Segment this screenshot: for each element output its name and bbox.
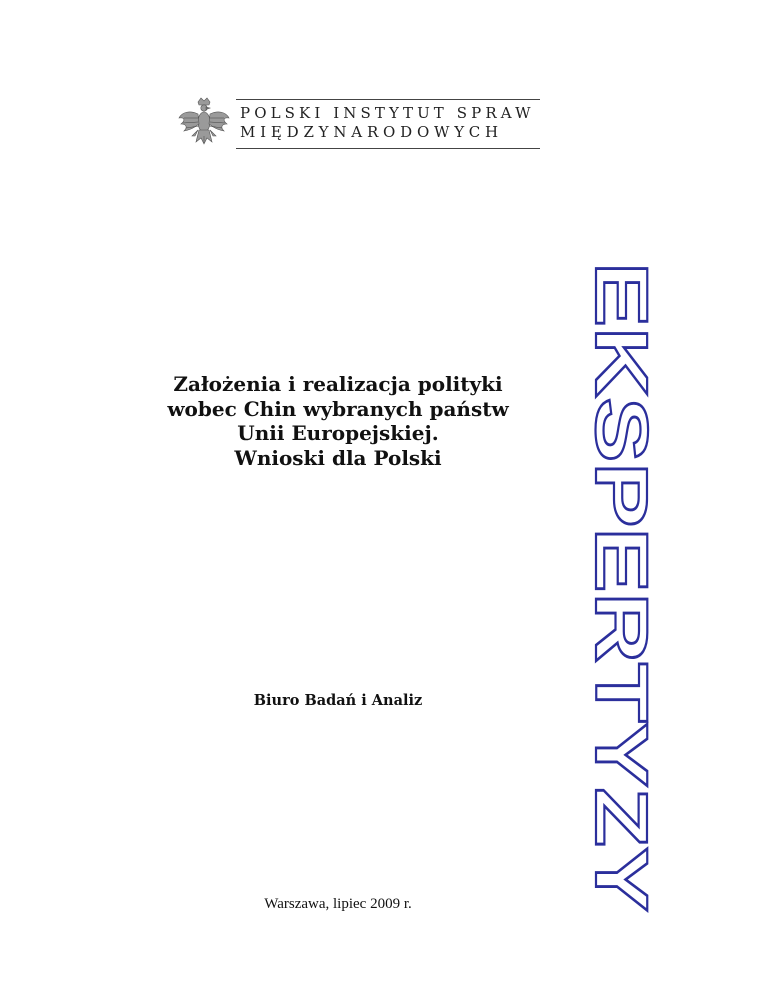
document-title <box>120 372 556 470</box>
title-line: Wnioski dla Polski <box>234 445 442 470</box>
institute-name-line2: MIĘDZYNARODOWYCH <box>240 123 503 141</box>
header-rule-top <box>236 99 540 100</box>
polish-eagle-emblem-icon <box>176 96 232 152</box>
institute-name-line1: POLSKI INSTYTUT SPRAW <box>240 104 535 122</box>
title-line: wobec Chin wybranych państw <box>167 396 509 421</box>
header-rule-bottom <box>236 148 540 149</box>
author: Biuro Badań i Analiz <box>253 692 423 709</box>
title-line: Założenia i realizacja polityki <box>173 372 503 396</box>
place-date: Warszawa, lipiec 2009 r. <box>264 896 412 912</box>
institute-header <box>176 96 540 152</box>
series-label <box>580 262 663 912</box>
title-line: Unii Europejskiej. <box>237 421 439 445</box>
series-label-text: EKSPERTYZY <box>580 262 663 756</box>
